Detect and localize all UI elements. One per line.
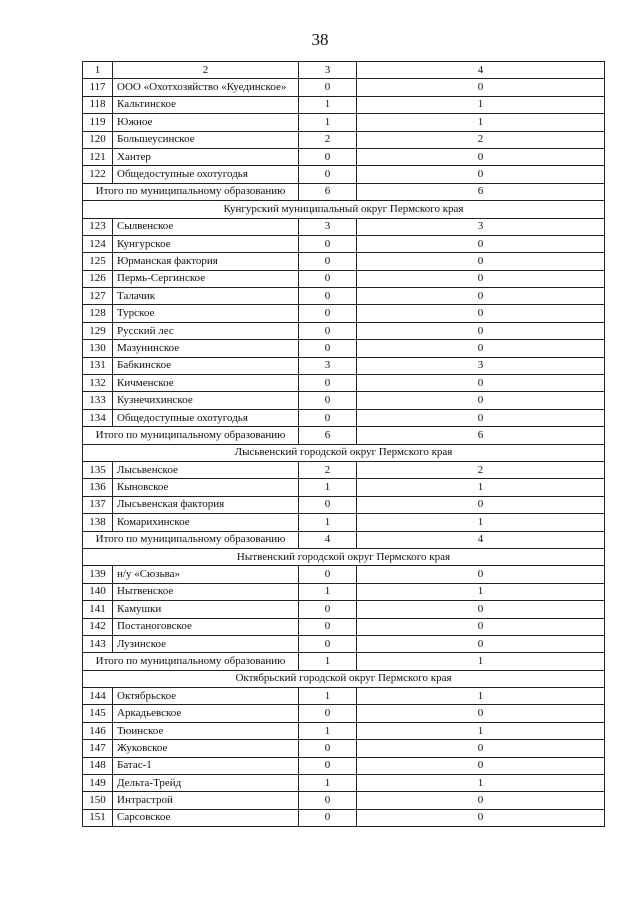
row-number: 143	[83, 635, 113, 652]
row-number: 126	[83, 270, 113, 287]
row-number: 140	[83, 583, 113, 600]
row-name: Постаноговское	[113, 618, 299, 635]
row-value-col4: 2	[357, 131, 605, 148]
row-number: 139	[83, 566, 113, 583]
section-title: Октябрьский городской округ Пермского края	[83, 670, 605, 687]
row-value-col4: 0	[357, 270, 605, 287]
row-value-col3: 0	[299, 809, 357, 826]
total-value-col3: 6	[299, 427, 357, 444]
row-number: 151	[83, 809, 113, 826]
row-value-col3: 0	[299, 288, 357, 305]
row-name: Мазунинское	[113, 340, 299, 357]
total-value-col3: 1	[299, 653, 357, 670]
row-value-col4: 0	[357, 322, 605, 339]
row-number: 131	[83, 357, 113, 374]
row-value-col4: 0	[357, 79, 605, 96]
table-row	[83, 218, 605, 235]
row-number: 137	[83, 496, 113, 513]
row-name: Юрманская фактория	[113, 253, 299, 270]
row-value-col4: 1	[357, 583, 605, 600]
row-number: 121	[83, 148, 113, 165]
table-row	[83, 479, 605, 496]
total-value-col4: 1	[357, 653, 605, 670]
row-number: 133	[83, 392, 113, 409]
section-title: Нытвенский городской округ Пермского края	[83, 548, 605, 565]
header-col-1: 1	[83, 62, 113, 79]
row-name: н/у «Сюзьва»	[113, 566, 299, 583]
table-row	[83, 288, 605, 305]
hunting-grounds-table	[82, 61, 605, 827]
row-name: Кальтинское	[113, 96, 299, 113]
row-value-col4: 0	[357, 635, 605, 652]
table-row	[83, 148, 605, 165]
row-value-col3: 0	[299, 757, 357, 774]
row-number: 136	[83, 479, 113, 496]
row-value-col4: 1	[357, 96, 605, 113]
row-name: Батас-1	[113, 757, 299, 774]
row-number: 124	[83, 235, 113, 252]
row-name: Октябрьское	[113, 688, 299, 705]
table-row	[83, 375, 605, 392]
row-name: Лузинское	[113, 635, 299, 652]
row-value-col3: 0	[299, 322, 357, 339]
row-value-col3: 0	[299, 235, 357, 252]
row-value-col3: 2	[299, 461, 357, 478]
table-row	[83, 235, 605, 252]
row-value-col3: 0	[299, 305, 357, 322]
row-value-col3: 1	[299, 96, 357, 113]
header-col-4: 4	[357, 62, 605, 79]
section-header-row	[83, 444, 605, 461]
row-name: Аркадьевское	[113, 705, 299, 722]
row-value-col3: 1	[299, 514, 357, 531]
row-name: ООО «Охотхозяйство «Куединское»	[113, 79, 299, 96]
table-row	[83, 601, 605, 618]
row-value-col3: 0	[299, 496, 357, 513]
row-value-col4: 0	[357, 705, 605, 722]
row-value-col4: 0	[357, 148, 605, 165]
row-name: Бабкинское	[113, 357, 299, 374]
table-row	[83, 270, 605, 287]
row-value-col4: 3	[357, 218, 605, 235]
total-label: Итого по муниципальному образованию	[83, 183, 299, 200]
row-name: Общедоступные охотугодья	[113, 166, 299, 183]
row-value-col3: 1	[299, 722, 357, 739]
row-number: 147	[83, 740, 113, 757]
row-value-col4: 2	[357, 461, 605, 478]
row-value-col3: 0	[299, 340, 357, 357]
row-name: Дельта-Трейд	[113, 775, 299, 792]
total-value-col3: 4	[299, 531, 357, 548]
row-value-col3: 1	[299, 775, 357, 792]
section-header-row	[83, 548, 605, 565]
row-name: Тюинское	[113, 722, 299, 739]
total-label: Итого по муниципальному образованию	[83, 531, 299, 548]
row-value-col3: 3	[299, 218, 357, 235]
row-value-col3: 2	[299, 131, 357, 148]
row-value-col4: 1	[357, 114, 605, 131]
header-row	[83, 62, 605, 79]
section-title: Лысьвенский городской округ Пермского края	[83, 444, 605, 461]
section-header-row	[83, 201, 605, 218]
row-number: 130	[83, 340, 113, 357]
table-row	[83, 305, 605, 322]
row-value-col4: 0	[357, 566, 605, 583]
table-row	[83, 809, 605, 826]
table-body	[83, 62, 605, 827]
table-row	[83, 392, 605, 409]
row-value-col3: 0	[299, 253, 357, 270]
row-name: Лысьвенское	[113, 461, 299, 478]
row-name: Интрастрой	[113, 792, 299, 809]
row-value-col4: 0	[357, 618, 605, 635]
table-row	[83, 757, 605, 774]
total-row	[83, 183, 605, 200]
row-value-col3: 0	[299, 409, 357, 426]
row-value-col3: 1	[299, 688, 357, 705]
row-name: Кунгурское	[113, 235, 299, 252]
row-value-col4: 1	[357, 514, 605, 531]
total-value-col3: 6	[299, 183, 357, 200]
row-value-col4: 0	[357, 375, 605, 392]
row-value-col3: 0	[299, 79, 357, 96]
row-value-col4: 0	[357, 409, 605, 426]
table-row	[83, 131, 605, 148]
row-value-col4: 1	[357, 688, 605, 705]
row-value-col3: 0	[299, 166, 357, 183]
row-number: 117	[83, 79, 113, 96]
row-name: Камушки	[113, 601, 299, 618]
table-row	[83, 566, 605, 583]
row-number: 145	[83, 705, 113, 722]
row-value-col3: 0	[299, 705, 357, 722]
row-name: Комарихинское	[113, 514, 299, 531]
row-value-col4: 3	[357, 357, 605, 374]
total-value-col4: 6	[357, 183, 605, 200]
row-value-col3: 3	[299, 357, 357, 374]
total-row	[83, 427, 605, 444]
table-row	[83, 583, 605, 600]
row-value-col3: 0	[299, 392, 357, 409]
table-row	[83, 322, 605, 339]
row-name: Пермь-Сергинское	[113, 270, 299, 287]
table-row	[83, 618, 605, 635]
row-value-col3: 0	[299, 635, 357, 652]
row-name: Кыновское	[113, 479, 299, 496]
row-name: Турское	[113, 305, 299, 322]
row-number: 129	[83, 322, 113, 339]
table-row	[83, 722, 605, 739]
row-number: 150	[83, 792, 113, 809]
row-value-col3: 0	[299, 566, 357, 583]
row-number: 149	[83, 775, 113, 792]
row-value-col3: 0	[299, 148, 357, 165]
row-number: 123	[83, 218, 113, 235]
row-name: Общедоступные охотугодья	[113, 409, 299, 426]
row-number: 135	[83, 461, 113, 478]
row-value-col3: 0	[299, 740, 357, 757]
row-number: 125	[83, 253, 113, 270]
row-value-col4: 0	[357, 392, 605, 409]
row-name: Кузнечихинское	[113, 392, 299, 409]
row-value-col4: 0	[357, 288, 605, 305]
row-name: Нытвенское	[113, 583, 299, 600]
total-value-col4: 6	[357, 427, 605, 444]
row-value-col3: 0	[299, 618, 357, 635]
row-value-col4: 1	[357, 775, 605, 792]
table-row	[83, 792, 605, 809]
total-row	[83, 531, 605, 548]
table-row	[83, 253, 605, 270]
row-value-col3: 0	[299, 601, 357, 618]
row-value-col3: 1	[299, 583, 357, 600]
row-number: 134	[83, 409, 113, 426]
row-value-col4: 0	[357, 809, 605, 826]
table-row	[83, 514, 605, 531]
row-name: Хантер	[113, 148, 299, 165]
row-number: 138	[83, 514, 113, 531]
row-value-col4: 1	[357, 722, 605, 739]
table-row	[83, 114, 605, 131]
row-number: 118	[83, 96, 113, 113]
row-value-col4: 0	[357, 601, 605, 618]
row-value-col4: 0	[357, 792, 605, 809]
row-name: Кичменское	[113, 375, 299, 392]
row-number: 128	[83, 305, 113, 322]
section-title: Кунгурский муниципальный округ Пермского края	[83, 201, 605, 218]
row-name: Лысьвенская фактория	[113, 496, 299, 513]
total-label: Итого по муниципальному образованию	[83, 427, 299, 444]
row-name: Сылвенское	[113, 218, 299, 235]
row-value-col4: 0	[357, 496, 605, 513]
row-name: Жуковское	[113, 740, 299, 757]
total-row	[83, 653, 605, 670]
row-number: 148	[83, 757, 113, 774]
row-number: 127	[83, 288, 113, 305]
table-row	[83, 340, 605, 357]
row-number: 122	[83, 166, 113, 183]
table-row	[83, 775, 605, 792]
row-name: Русский лес	[113, 322, 299, 339]
row-value-col3: 0	[299, 792, 357, 809]
section-header-row	[83, 670, 605, 687]
row-value-col3: 1	[299, 114, 357, 131]
page-number: 38	[311, 30, 329, 49]
table-row	[83, 688, 605, 705]
row-value-col4: 1	[357, 479, 605, 496]
row-number: 120	[83, 131, 113, 148]
table-row	[83, 96, 605, 113]
table-row	[83, 79, 605, 96]
row-value-col3: 0	[299, 270, 357, 287]
total-label: Итого по муниципальному образованию	[83, 653, 299, 670]
row-number: 144	[83, 688, 113, 705]
total-value-col4: 4	[357, 531, 605, 548]
row-value-col3: 0	[299, 375, 357, 392]
row-number: 141	[83, 601, 113, 618]
table-row	[83, 409, 605, 426]
table-row	[83, 357, 605, 374]
row-name: Южное	[113, 114, 299, 131]
row-number: 132	[83, 375, 113, 392]
row-name: Большеусинское	[113, 131, 299, 148]
row-value-col4: 0	[357, 235, 605, 252]
row-value-col4: 0	[357, 253, 605, 270]
table-row	[83, 496, 605, 513]
header-col-3: 3	[299, 62, 357, 79]
table-row	[83, 166, 605, 183]
table-row	[83, 705, 605, 722]
row-number: 142	[83, 618, 113, 635]
row-name: Талачик	[113, 288, 299, 305]
row-value-col4: 0	[357, 757, 605, 774]
row-name: Сарсовское	[113, 809, 299, 826]
table-row	[83, 461, 605, 478]
row-value-col4: 0	[357, 340, 605, 357]
row-number: 119	[83, 114, 113, 131]
row-value-col4: 0	[357, 305, 605, 322]
table-row	[83, 740, 605, 757]
row-value-col3: 1	[299, 479, 357, 496]
row-number: 146	[83, 722, 113, 739]
table-row	[83, 635, 605, 652]
header-col-2: 2	[113, 62, 299, 79]
row-value-col4: 0	[357, 166, 605, 183]
row-value-col4: 0	[357, 740, 605, 757]
